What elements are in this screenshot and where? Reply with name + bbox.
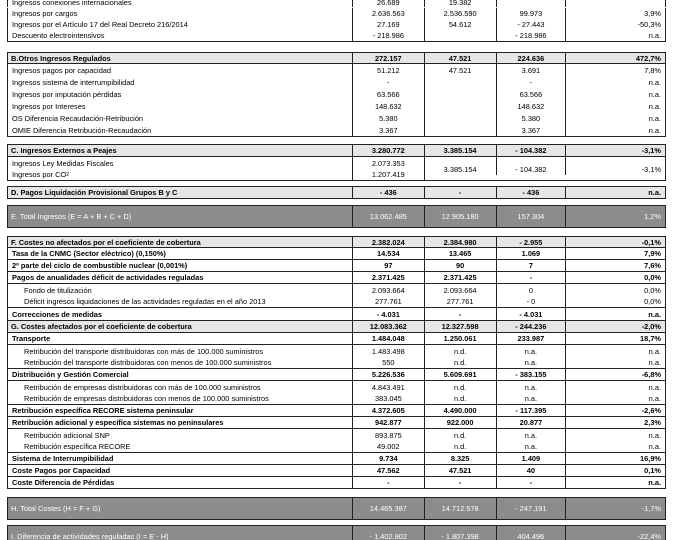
row-value-1: 893.875: [353, 429, 425, 441]
row-value-3: - 104.382: [497, 164, 567, 175]
row-value-2: 2.536.590: [425, 8, 497, 19]
table-row: [7, 260, 666, 272]
row-value-1: 14.465.387: [353, 498, 425, 519]
row-value-2: 2.384.980: [425, 237, 497, 247]
row-value-4: -3,1%: [641, 146, 661, 155]
row-value-2: 19.382: [425, 0, 497, 7]
row-label: Retribución adicional y específica sistemas no peninsulares: [8, 417, 353, 428]
row-label: Ingresos por Intereses: [8, 100, 353, 112]
row-value-4: 7,6%: [644, 261, 662, 270]
row-value-1: - 1.402.902: [353, 526, 425, 540]
row-value-2: 922.000: [425, 417, 497, 428]
row-value-4: n.a.: [648, 89, 662, 99]
section-header-g: [7, 320, 666, 333]
row-value-4: n.a.: [648, 478, 662, 487]
row-value-1: 27.169: [353, 19, 425, 30]
row-label: [8, 169, 353, 180]
row-value-1: 2.093.664: [353, 284, 425, 296]
row-value-3: 40: [497, 465, 567, 476]
row-label: Descuento electrointensivos: [8, 30, 353, 41]
row-value-3: n.a.: [497, 345, 567, 357]
row-value-3: 233.987: [497, 333, 567, 344]
row-value-2: [425, 112, 497, 124]
table-row: [7, 30, 666, 42]
row-value-4: [566, 0, 665, 7]
row-value-4: n.a.: [648, 125, 662, 135]
row-value-4: n.a.: [648, 77, 662, 87]
row-value-1: -: [353, 76, 425, 88]
row-value-2: [425, 30, 497, 41]
row-value-2: 54.612: [425, 19, 497, 30]
row-value-2: 2.093.664: [425, 284, 497, 296]
row-value-4: 16,9%: [640, 454, 662, 463]
row-value-4: n.a.: [648, 442, 661, 451]
table-row: [7, 124, 666, 137]
row-value-1: 49.002: [353, 441, 425, 452]
row-value-3: 7: [497, 260, 567, 271]
row-label: Retribución específica RECORE: [8, 441, 353, 452]
row-value-3: -: [497, 76, 567, 88]
table-row: [7, 165, 666, 181]
table-row: [7, 333, 666, 345]
row-value-2: [425, 76, 497, 88]
row-value-4: 0,0%: [644, 273, 662, 282]
row-value-1: - 436: [353, 187, 425, 198]
table-row: [7, 441, 666, 453]
total-row-h: [7, 497, 666, 520]
row-label: Transporte: [8, 333, 353, 344]
row-value-4: -0,1%: [641, 237, 661, 247]
row-value-2: n.d.: [425, 393, 497, 404]
row-value-1: - 218.986: [353, 30, 425, 41]
row-label: Distribución y Gestión Comercial: [8, 369, 353, 380]
row-value-1: 2.073.353: [353, 157, 425, 169]
row-value-2: 3.385.154: [425, 145, 497, 156]
row-value-2: 47.521: [425, 53, 497, 63]
row-label: Pagos de anualidades déficit de actividades reguladas: [8, 272, 353, 283]
table-row: [7, 381, 666, 393]
row-value-4: n.a.: [648, 394, 661, 403]
row-value-2: 12.327.598: [425, 321, 497, 332]
row-label: Retribución de empresas distribuidoras con más de 100.000 suministros: [8, 381, 353, 393]
row-label: C. Ingresos Externos a Peajes: [8, 145, 353, 156]
row-value-4: -1,7%: [641, 504, 661, 513]
row-value-3: - 27.443: [497, 19, 567, 30]
row-value-1: 4.843.491: [353, 381, 425, 393]
row-label: Retribución de empresas distribuidoras con menos de 100.000 suministros: [8, 393, 353, 404]
table-row: [7, 393, 666, 405]
section-header-b: [7, 52, 666, 64]
row-value-3: n.a.: [497, 393, 567, 404]
row-value-2: n.d.: [425, 429, 497, 441]
row-label: Ingresos Ley Medidas Fiscales: [8, 157, 353, 169]
row-value-1: 14.534: [353, 248, 425, 259]
row-label: Retribución del transporte distribuidoras con menos de 100.000 suministros: [8, 357, 353, 368]
co2-label: Ingresos por CO: [12, 170, 67, 179]
row-label: Ingresos pagos por capacidad: [8, 64, 353, 76]
row-value-3: - 2.955: [497, 237, 567, 247]
row-value-3: n.a.: [497, 357, 567, 368]
table-row: [7, 429, 666, 441]
table-row: [7, 357, 666, 369]
row-label: Fondo de titulización: [8, 284, 353, 296]
table-row: [7, 417, 666, 429]
row-label: Retribución del transporte distribuidoras con más de 100.000 suministros: [8, 345, 353, 357]
row-value-1: 97: [353, 260, 425, 271]
row-label: G. Costes afectados por el coeficiente de cobertura: [8, 321, 353, 332]
section-header-f: [7, 236, 666, 248]
table-row: [7, 88, 666, 100]
table-row: [7, 308, 666, 320]
row-value-1: 13.062.485: [353, 206, 425, 227]
row-value-1: 3.280.772: [353, 145, 425, 156]
co2-subscript: 2: [66, 171, 70, 178]
row-value-3: 157.304: [497, 206, 567, 227]
row-value-2: -: [425, 187, 497, 198]
row-value-1: - 4.031: [353, 308, 425, 320]
table-row: [7, 284, 666, 296]
table-row: [7, 405, 666, 417]
row-value-4: -2,0%: [641, 322, 661, 331]
row-value-1: 9.734: [353, 453, 425, 464]
row-value-3: 0: [497, 284, 567, 296]
table-row: [7, 369, 666, 381]
row-value-1: 47.562: [353, 465, 425, 476]
row-value-2: n.d.: [425, 357, 497, 368]
row-value-1: 51.212: [353, 64, 425, 76]
row-value-4: n.a.: [648, 430, 661, 440]
row-value-2: -: [425, 308, 497, 320]
row-label: Déficit ingresos liquidaciones de las actividades reguladas en el año 2013: [8, 296, 353, 307]
row-value-4: 2,3%: [644, 418, 662, 427]
row-value-1: 383.045: [353, 393, 425, 404]
table-row: [7, 296, 666, 308]
row-value-3: - 0: [497, 296, 567, 307]
row-value-4: 3,9%: [644, 9, 662, 18]
row-value-3: -: [497, 477, 567, 488]
row-value-3: 3.367: [497, 124, 567, 136]
row-label: Sistema de Interrumpibilidad: [8, 453, 353, 464]
total-row-i: [7, 525, 666, 540]
row-value-3: - 218.986: [497, 30, 567, 41]
row-value-4: n.a.: [648, 358, 661, 367]
row-value-4: 7,8%: [644, 65, 662, 75]
row-label: E. Total Ingresos (E = A + B + C + D): [8, 206, 353, 227]
row-value-4: n.a.: [648, 101, 662, 111]
row-label: Ingresos sistema de interrumpibilidad: [8, 76, 353, 88]
total-row-e: [7, 205, 666, 228]
row-value-4: 0,1%: [644, 466, 662, 475]
table-row: [7, 19, 666, 30]
row-label: F. Costes no afectados por el coeficiente de cobertura: [8, 237, 353, 247]
row-value-2: 277.761: [425, 296, 497, 307]
row-value-3: - 436: [497, 187, 567, 198]
row-value-1: 2.371.425: [353, 272, 425, 283]
row-value-3: 404.496: [497, 526, 567, 540]
table-row: [7, 76, 666, 88]
row-label: Ingresos por cargos: [8, 8, 353, 19]
row-value-1: 1.207.419: [353, 169, 425, 180]
row-value-4: n.a.: [648, 31, 662, 40]
row-value-4: 0,0%: [644, 297, 661, 306]
row-label: OS Diferencia Recaudación-Retribución: [8, 112, 353, 124]
row-value-2: 5.609.691: [425, 369, 497, 380]
row-value-3: 99.973: [497, 8, 567, 19]
row-value-4: n.a.: [648, 309, 662, 319]
section-header-c: [7, 144, 666, 157]
row-value-1: 2.636.563: [353, 8, 425, 19]
row-label: Correcciones de medidas: [8, 308, 353, 320]
table-row: [7, 272, 666, 284]
row-value-1: 4.372.605: [353, 405, 425, 416]
row-value-3: 1.069: [497, 248, 567, 259]
table-row: [7, 112, 666, 124]
row-value-4: -6,8%: [641, 370, 662, 379]
row-value-1: 26.689: [353, 0, 425, 7]
row-value-1: -: [353, 477, 425, 488]
row-value-4: -2,6%: [641, 406, 662, 415]
row-value-1: 5.226.536: [353, 369, 425, 380]
row-value-4: -3,1%: [641, 165, 662, 174]
row-value-2: 90: [425, 260, 497, 271]
table-row: [7, 465, 666, 477]
row-value-1: 12.083.362: [353, 321, 425, 332]
row-value-2: 1.250.061: [425, 333, 497, 344]
row-label: Ingresos conexiones internacionales: [8, 0, 353, 7]
row-value-3: - 244.236: [497, 321, 567, 332]
row-value-1: 277.761: [353, 296, 425, 307]
row-value-2: 14.712.578: [425, 498, 497, 519]
section-header-d: [7, 186, 666, 199]
table-row: [7, 100, 666, 112]
row-label: 2º parte del ciclo de combustible nuclear (0,001%): [8, 260, 353, 271]
row-value-2: n.d.: [425, 381, 497, 393]
row-value-3: 5.380: [497, 112, 567, 124]
row-label: H. Total Costes (H = F + G): [8, 498, 353, 519]
row-value-3: 148.632: [497, 100, 567, 112]
row-label: B.Otros Ingresos Regulados: [8, 53, 353, 63]
row-value-3: - 4.031: [497, 308, 567, 320]
row-value-4: 1,2%: [644, 212, 661, 221]
row-value-1: 1.484.048: [353, 333, 425, 344]
table-row: [7, 345, 666, 357]
table-row: [7, 0, 666, 7]
row-value-3: - 104.382: [497, 145, 567, 156]
row-value-4: n.a.: [648, 382, 661, 392]
table-row: [7, 64, 666, 76]
row-value-3: 3.691: [497, 64, 567, 76]
row-value-1: 942.877: [353, 417, 425, 428]
row-value-1: 272.157: [353, 53, 425, 63]
row-value-1: 550: [353, 357, 425, 368]
row-value-3: - 383.155: [497, 369, 567, 380]
row-value-3: - 247.191: [497, 498, 567, 519]
row-value-2: 47.521: [425, 64, 497, 76]
row-value-3: -: [497, 272, 567, 283]
row-value-2: n.d.: [425, 441, 497, 452]
row-value-1: 1.483.498: [353, 345, 425, 357]
row-value-1: 2.382.024: [353, 237, 425, 247]
row-value-2: 3.385.154: [425, 164, 497, 175]
row-value-3: n.a.: [497, 441, 567, 452]
row-value-2: 2.371.425: [425, 272, 497, 283]
row-label: Ingresos por el Artículo 17 del Real Decreto 216/2014: [8, 19, 353, 30]
row-label: Retribución específica RECORE sistema peninsular: [8, 405, 353, 416]
row-value-2: [425, 100, 497, 112]
row-value-4: 472,7%: [635, 53, 661, 63]
row-value-3: n.a.: [497, 429, 567, 441]
row-value-3: [497, 0, 567, 7]
row-value-1: 63.566: [353, 88, 425, 100]
row-label: Ingresos por imputación pérdidas: [8, 88, 353, 100]
row-label: OMIE Diferencia Retribución-Recaudación: [8, 124, 353, 136]
row-value-1: 148.632: [353, 100, 425, 112]
row-value-2: 8.325: [425, 453, 497, 464]
row-value-3: 63.566: [497, 88, 567, 100]
row-value-3: n.a.: [497, 381, 567, 393]
row-label: I. Diferencia de actividades reguladas (I = E - H): [8, 526, 353, 540]
row-value-2: [425, 124, 497, 136]
row-value-4: 0,0%: [644, 285, 661, 295]
row-value-2: [425, 88, 497, 100]
row-label: Coste Diferencia de Pérdidas: [8, 477, 353, 488]
row-value-2: 4.490.000: [425, 405, 497, 416]
row-value-4: n.a.: [648, 113, 662, 123]
row-value-1: 5.380: [353, 112, 425, 124]
row-value-4: 18,7%: [640, 334, 662, 343]
table-row: [7, 8, 666, 19]
table-row: [7, 477, 666, 489]
row-value-2: - 1.807.398: [425, 526, 497, 540]
row-label: Tasa de la CNMC (Sector eléctrico) (0,150%): [8, 248, 353, 259]
row-value-2: 47.521: [425, 465, 497, 476]
row-value-4: n.a.: [648, 188, 661, 197]
row-value-4: -22,4%: [637, 532, 661, 540]
row-value-4: 7,9%: [644, 249, 662, 258]
row-value-2: -: [425, 477, 497, 488]
row-label: D. Pagos Liquidación Provisional Grupos B y C: [8, 187, 353, 198]
row-value-3: 1.409: [497, 453, 567, 464]
row-value-2: 12.905.180: [425, 206, 497, 227]
row-value-4: -50,3%: [637, 20, 662, 29]
row-label: Coste Pagos por Capacidad: [8, 465, 353, 476]
row-value-3: - 117.395: [497, 405, 567, 416]
row-value-3: 224.636: [497, 53, 567, 63]
row-value-4: n.a.: [648, 346, 661, 356]
row-value-2: 13.465: [425, 248, 497, 259]
row-label: Retribución adicional SNP: [8, 429, 353, 441]
table-row: [7, 453, 666, 465]
row-value-1: 3.367: [353, 124, 425, 136]
table-row: [7, 248, 666, 260]
row-value-3: 20.877: [497, 417, 567, 428]
row-value-2: n.d.: [425, 345, 497, 357]
